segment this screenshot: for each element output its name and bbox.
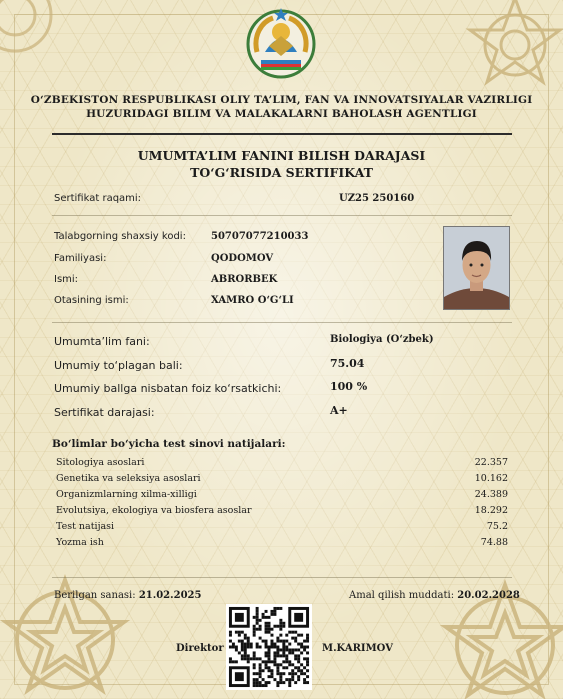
score-value: 75.04 (330, 357, 365, 370)
student-id-label: Talabgorning shaxsiy kodi: (54, 231, 186, 242)
organization-line-1: O‘ZBEKISTON RESPUBLIKASI OLIY TA’LIM, FAN VA INNOVATSIYALAR VAZIRLIGI (30, 94, 533, 106)
section-score: 22.357 (474, 457, 508, 468)
percent-label: Umumiy ballga nisbatan foiz ko‘rsatkichi: (54, 382, 282, 395)
section-name: Genetika va seleksiya asoslari (56, 473, 201, 484)
divider-3 (52, 577, 512, 578)
section-row (56, 457, 508, 472)
divider-2 (52, 322, 512, 323)
subject-value: Biologiya (O‘zbek) (330, 334, 434, 345)
certificate-number-value: UZ25 250160 (339, 193, 415, 204)
corner-ornament-top-left-icon (0, 0, 60, 60)
section-name: Organizmlarning xilma-xilligi (56, 489, 197, 500)
issued-date (54, 590, 201, 601)
section-row (56, 521, 508, 536)
grade-label: Sertifikat darajasi: (54, 406, 155, 419)
certificate-title-line-2: TO‘G‘RISIDA SERTIFIKAT (190, 165, 373, 180)
section-score: 74.88 (480, 537, 508, 548)
issued-date-value: 21.02.2025 (138, 590, 202, 601)
name-value: ABRORBEK (211, 274, 278, 285)
valid-until-value: 20.02.2028 (457, 590, 520, 601)
section-score: 75.2 (486, 521, 508, 532)
subject-label: Umumta’lim fani: (54, 335, 150, 348)
section-score: 18.292 (474, 505, 508, 516)
header-divider (52, 133, 512, 135)
score-label: Umumiy to‘plagan bali: (54, 359, 183, 372)
section-name: Evolutsiya, ekologiya va biosfera asoslar (56, 505, 252, 516)
surname-value: QODOMOV (211, 253, 274, 264)
section-score: 24.389 (474, 489, 508, 500)
section-name: Sitologiya asoslari (56, 457, 145, 468)
student-id-value: 50707077210033 (211, 231, 309, 242)
student-photo (443, 226, 510, 310)
section-name: Test natijasi (56, 521, 115, 532)
sections-title: Bo‘limlar bo‘yicha test sinovi natijalari: (52, 438, 286, 450)
percent-value: 100 % (330, 380, 368, 393)
qr-code (226, 604, 312, 690)
certificate-title-line-1: UMUMTA’LIM FANINI BILISH DARAJASI (137, 148, 426, 163)
section-row (56, 505, 508, 520)
director-label: Direktor (176, 643, 224, 654)
director-name: M.KARIMOV (322, 643, 393, 654)
section-row (56, 473, 508, 488)
grade-value: A+ (330, 404, 348, 417)
state-emblem-icon (243, 6, 319, 82)
certificate-number-label: Sertifikat raqami: (54, 193, 142, 204)
patronymic-label: Otasining ismi: (54, 295, 129, 306)
section-row (56, 537, 508, 552)
valid-until-date (349, 590, 520, 601)
valid-until-label: Amal qilish muddati: (349, 590, 455, 601)
divider-1 (52, 215, 512, 216)
section-score: 10.162 (474, 473, 508, 484)
patronymic-value: XAMRO O‘G‘LI (211, 295, 294, 306)
name-label: Ismi: (54, 274, 79, 285)
organization-line-2: HUZURIDAGI BILIM VA MALAKALARNI BAHOLASH AGENTLIGI (86, 108, 477, 120)
section-row (56, 489, 508, 504)
surname-label: Familiyasi: (54, 253, 107, 264)
section-name: Yozma ish (56, 537, 104, 548)
issued-date-label: Berilgan sanasi: (54, 590, 136, 601)
